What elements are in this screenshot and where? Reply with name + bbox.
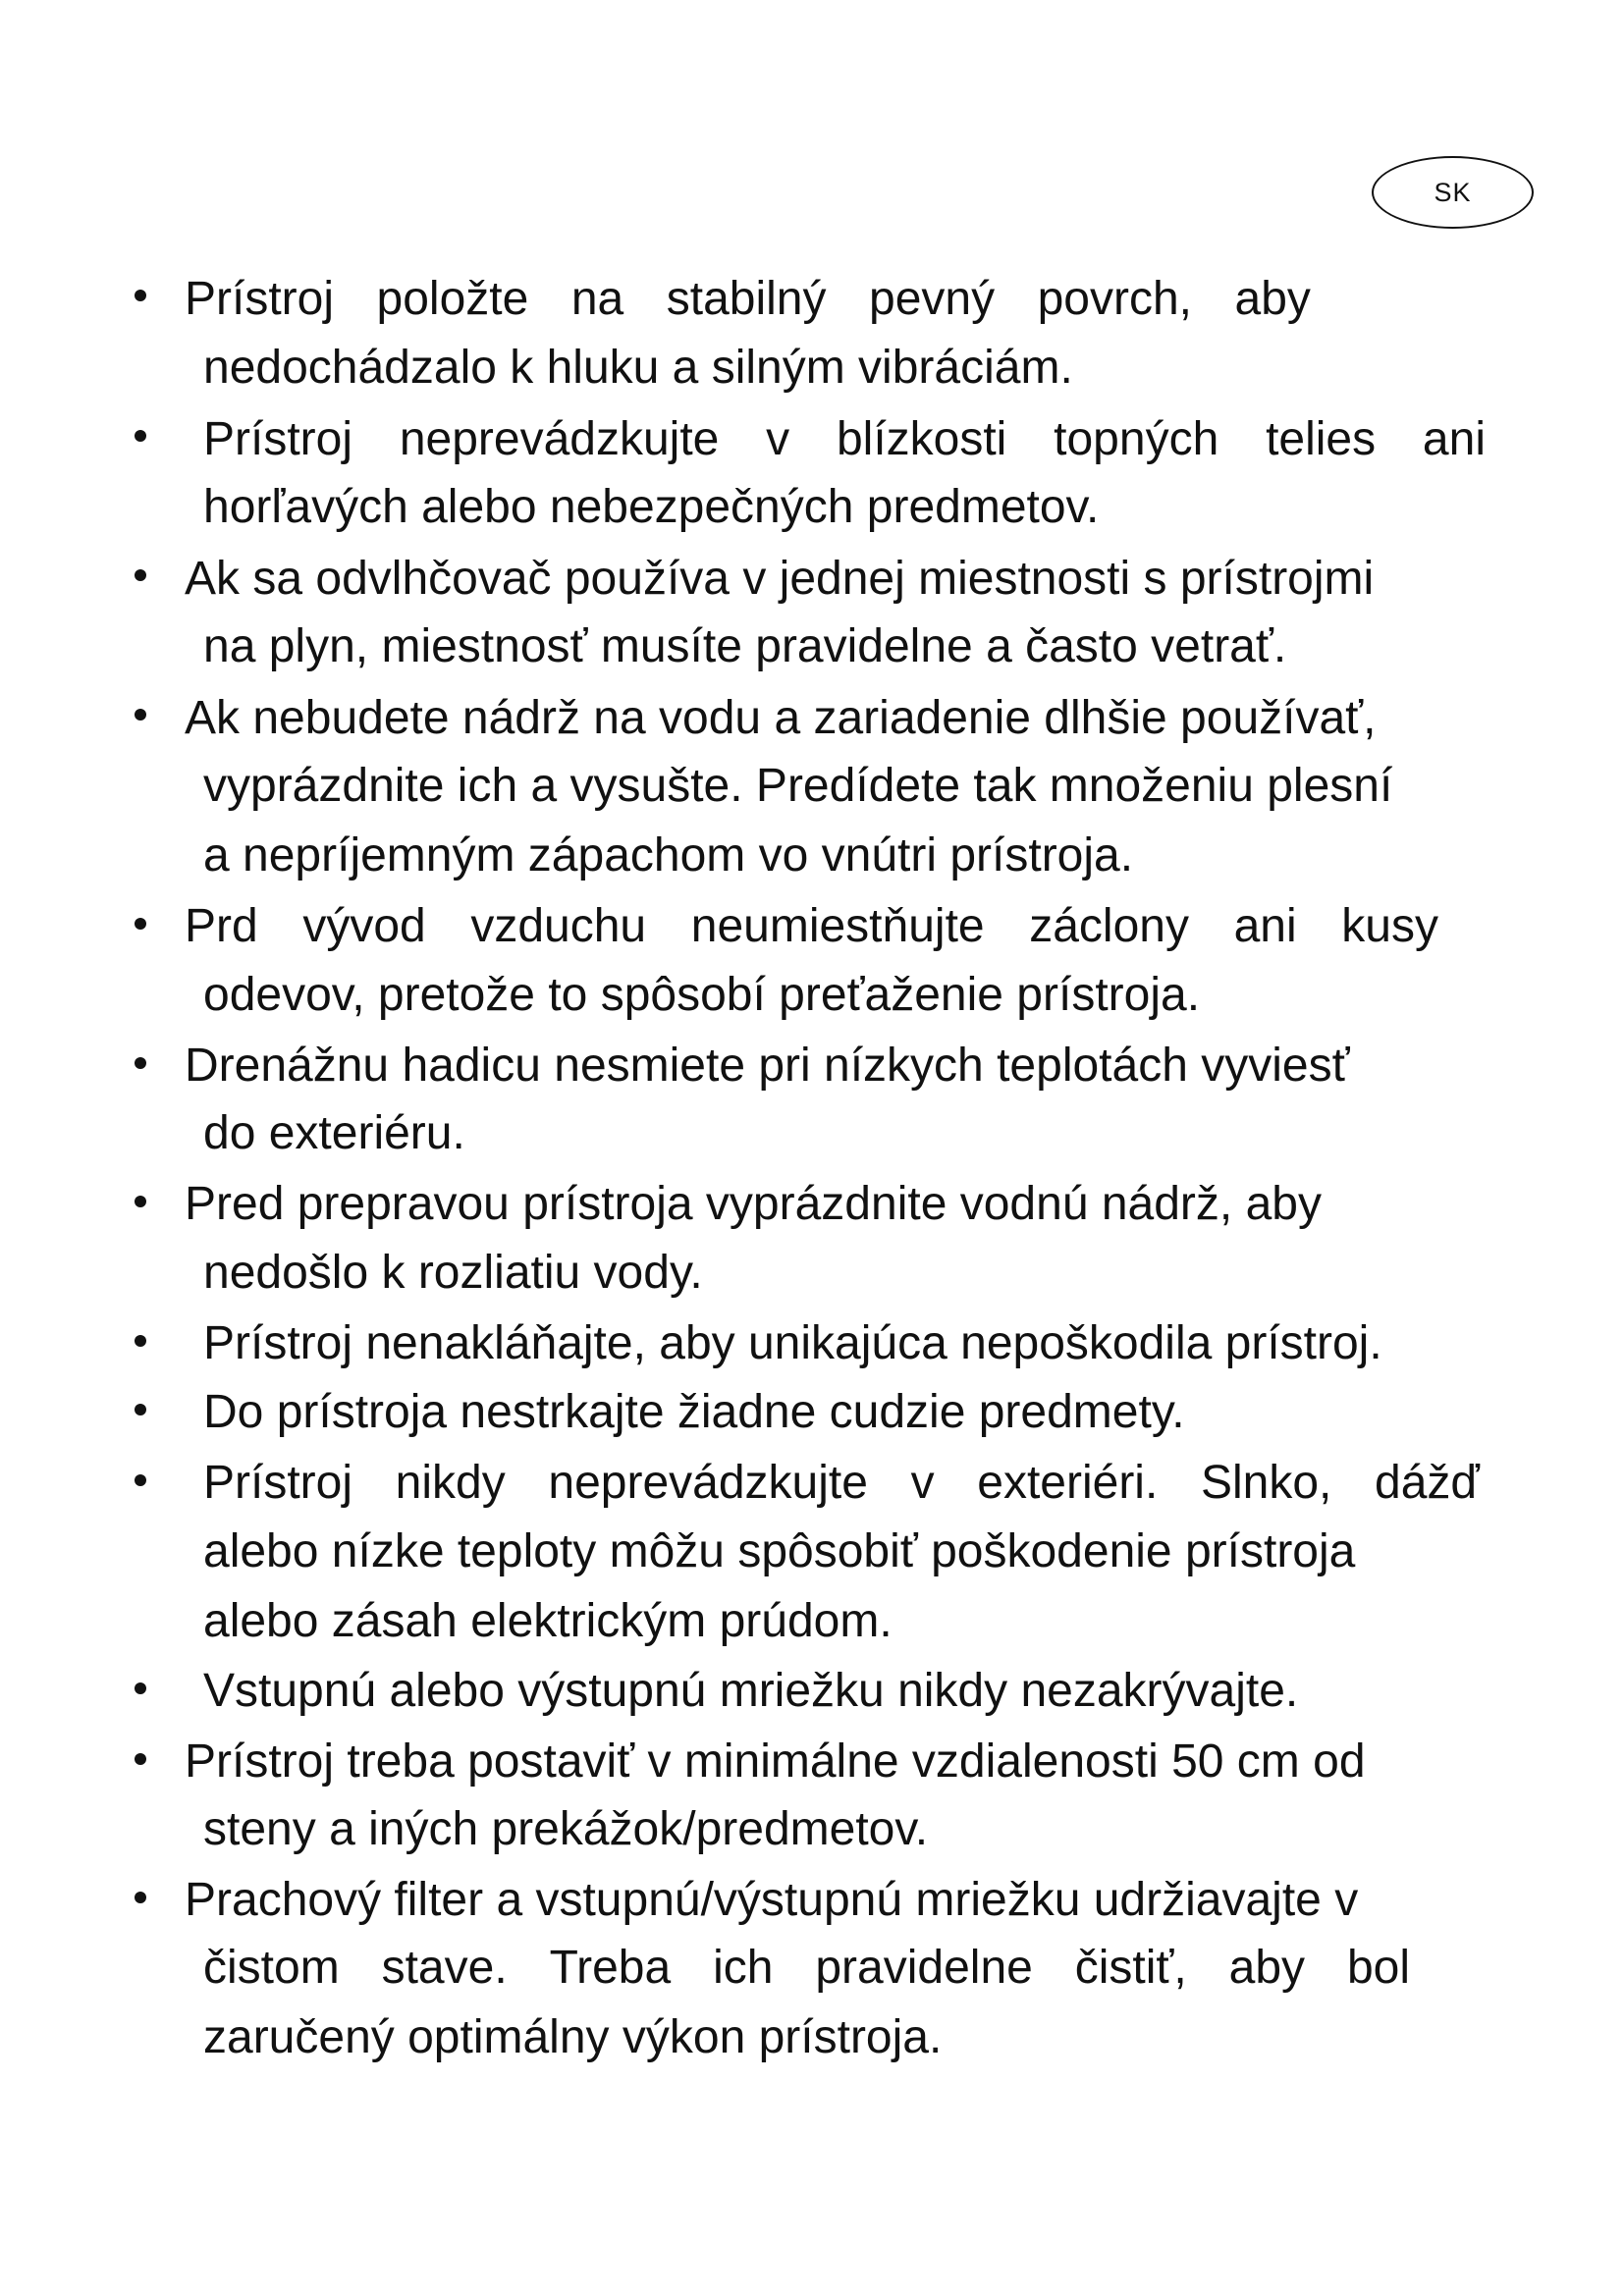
item-line: zaručený optimálny výkon prístroja. xyxy=(203,2011,943,2063)
item-line: odevov, pretože to spôsobí preťaženie prístroja. xyxy=(203,969,1201,1021)
item-line: Ak nebudete nádrž na vodu a zariadenie dlhšie používať, xyxy=(185,692,1377,744)
item-line: a nepríjemným zápachom vo vnútri prístroja. xyxy=(203,829,1134,881)
item-line: čistom stave. Treba ich pravidelne čistiť, aby bol xyxy=(203,1942,1410,1994)
item-line: na plyn, miestnosť musíte pravidelne a často vetrať. xyxy=(203,620,1287,672)
item-line: Prd vývod vzduchu neumiestňujte záclony ani kusy xyxy=(185,900,1438,952)
item-line: alebo zásah elektrickým prúdom. xyxy=(203,1595,893,1647)
item-line: Do prístroja nestrkajte žiadne cudzie predmety. xyxy=(203,1386,1185,1438)
bullet-icon xyxy=(130,1057,151,1079)
item-line: horľavých alebo nebezpečných predmetov. xyxy=(203,481,1100,533)
item-line: Drenážnu hadicu nesmiete pri nízkych teplotách vyviesť xyxy=(185,1040,1350,1092)
bullet-icon xyxy=(130,569,151,591)
item-line: Pred prepravou prístroja vyprázdnite vodnú nádrž, aby xyxy=(185,1178,1322,1230)
bullet-icon xyxy=(130,430,151,452)
item-line: nedošlo k rozliatiu vody. xyxy=(203,1247,703,1299)
bullet-icon xyxy=(130,918,151,939)
item-line: Vstupnú alebo výstupnú mriežku nikdy nezakrývajte. xyxy=(203,1665,1299,1717)
item-line: Prístroj nenakláňajte, aby unikajúca nepoškodila prístroj. xyxy=(203,1317,1382,1369)
item-line: Prístroj neprevádzkujte v blízkosti topných telies ani xyxy=(203,413,1486,465)
item-line: vyprázdnite ich a vysušte. Predídete tak množeniu plesní xyxy=(203,760,1393,812)
bullet-icon xyxy=(130,1753,151,1775)
bullet-icon xyxy=(130,1682,151,1704)
item-line: Prístroj nikdy neprevádzkujte v exteriéri. Slnko, dážď xyxy=(203,1457,1480,1509)
item-line: alebo nízke teploty môžu spôsobiť poškodenie prístroja xyxy=(203,1525,1356,1577)
bullet-icon xyxy=(130,1196,151,1217)
item-line: nedochádzalo k hluku a silným vibráciám. xyxy=(203,342,1073,394)
item-line: Prístroj treba postaviť v minimálne vzdialenosti 50 cm od xyxy=(185,1735,1366,1788)
bullet-icon xyxy=(130,1474,151,1496)
bullet-icon xyxy=(130,1892,151,1913)
bullet-icon xyxy=(130,709,151,730)
bullet-icon xyxy=(130,1335,151,1357)
item-line: Prístroj položte na stabilný pevný povrch, aby xyxy=(185,273,1311,325)
item-line: do exteriéru. xyxy=(203,1107,465,1159)
item-line: steny a iných prekážok/predmetov. xyxy=(203,1803,929,1855)
bullet-icon xyxy=(130,290,151,311)
item-line: Prachový filter a vstupnú/výstupnú mriežku udržiavajte v xyxy=(185,1874,1359,1926)
item-line: Ak sa odvlhčovač používa v jednej miestnosti s prístrojmi xyxy=(185,553,1375,605)
language-badge: SK xyxy=(1372,156,1534,229)
bullet-icon xyxy=(130,1404,151,1425)
